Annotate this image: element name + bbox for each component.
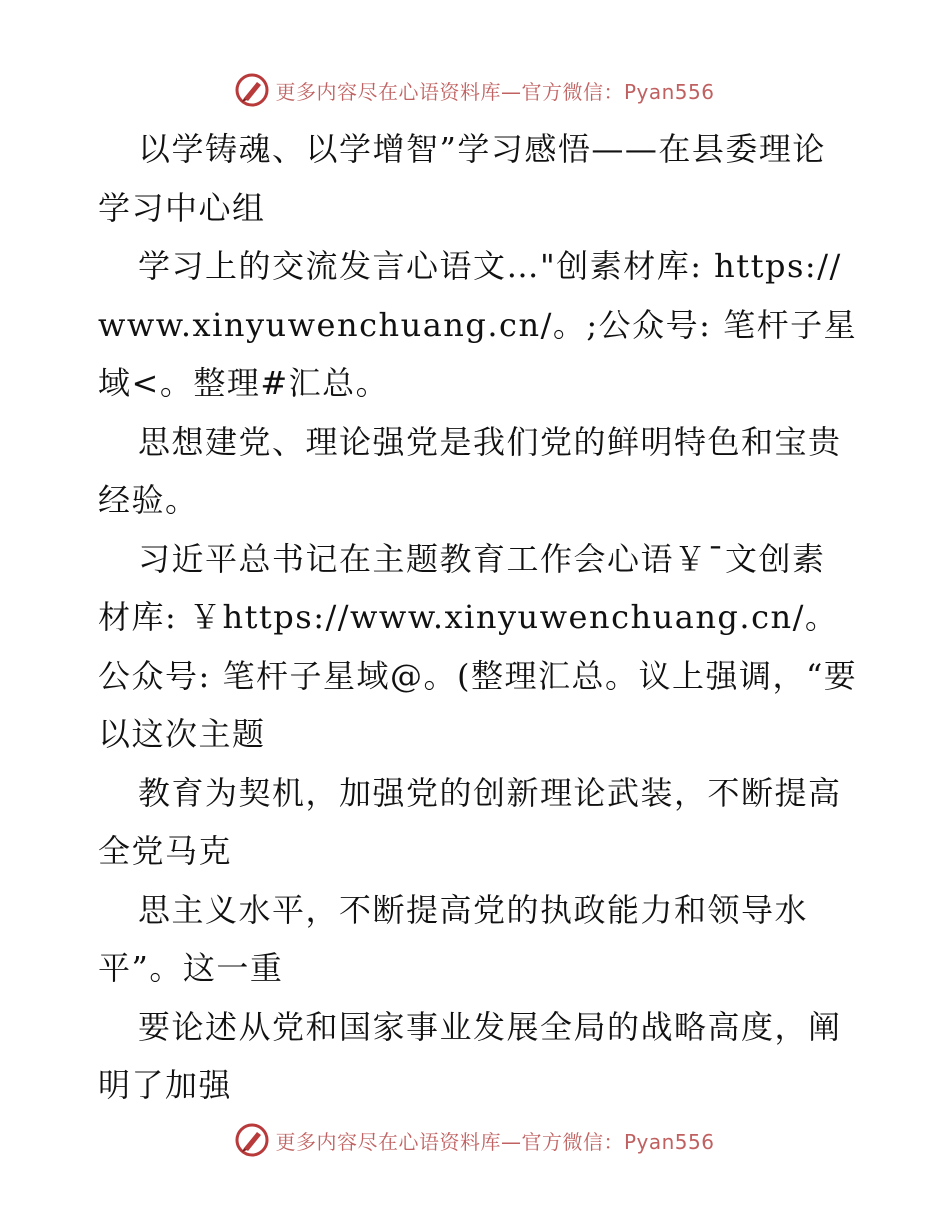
footer-text: 更多内容尽在心语资料库—官方微信：Pyan556	[275, 1129, 715, 1154]
paragraph-3: 思想建党、理论强党是我们党的鲜明特色和宝贵经验。	[98, 422, 842, 519]
paragraph-5: 教育为契机，加强党的创新理论武装，不断提高全党马克	[98, 773, 842, 870]
paragraph-7: 要论述从党和国家事业发展全局的战略高度，阐明了加强	[98, 1007, 842, 1104]
header-banner	[0, 70, 950, 110]
paragraph-6: 思主义水平，不断提高党的执政能力和领导水平”。这一重	[98, 890, 809, 987]
footer-banner	[0, 1120, 950, 1160]
red-pen-logo-icon	[235, 1123, 269, 1157]
paragraph-1: 以学铸魂、以学增智”学习感悟——在县委理论学习中心组	[98, 130, 826, 227]
document-body	[98, 120, 858, 1115]
header-text: 更多内容尽在心语资料库—官方微信：Pyan556	[275, 79, 715, 104]
red-pen-logo-icon	[235, 73, 269, 107]
paragraph-4: 习近平总书记在主题教育工作会心语￥¯文创素材库: ￥https://www.xinyuwenchuang.cn/。公众号: 笔杆子星域@。(整理汇总。议上强调，“要以这次主题	[98, 539, 858, 753]
paragraph-2: 学习上的交流发言心语文…"创素材库: https://www.xinyuwenchuang.cn/。;公众号: 笔杆子星域<。整理#汇总。	[98, 247, 858, 402]
